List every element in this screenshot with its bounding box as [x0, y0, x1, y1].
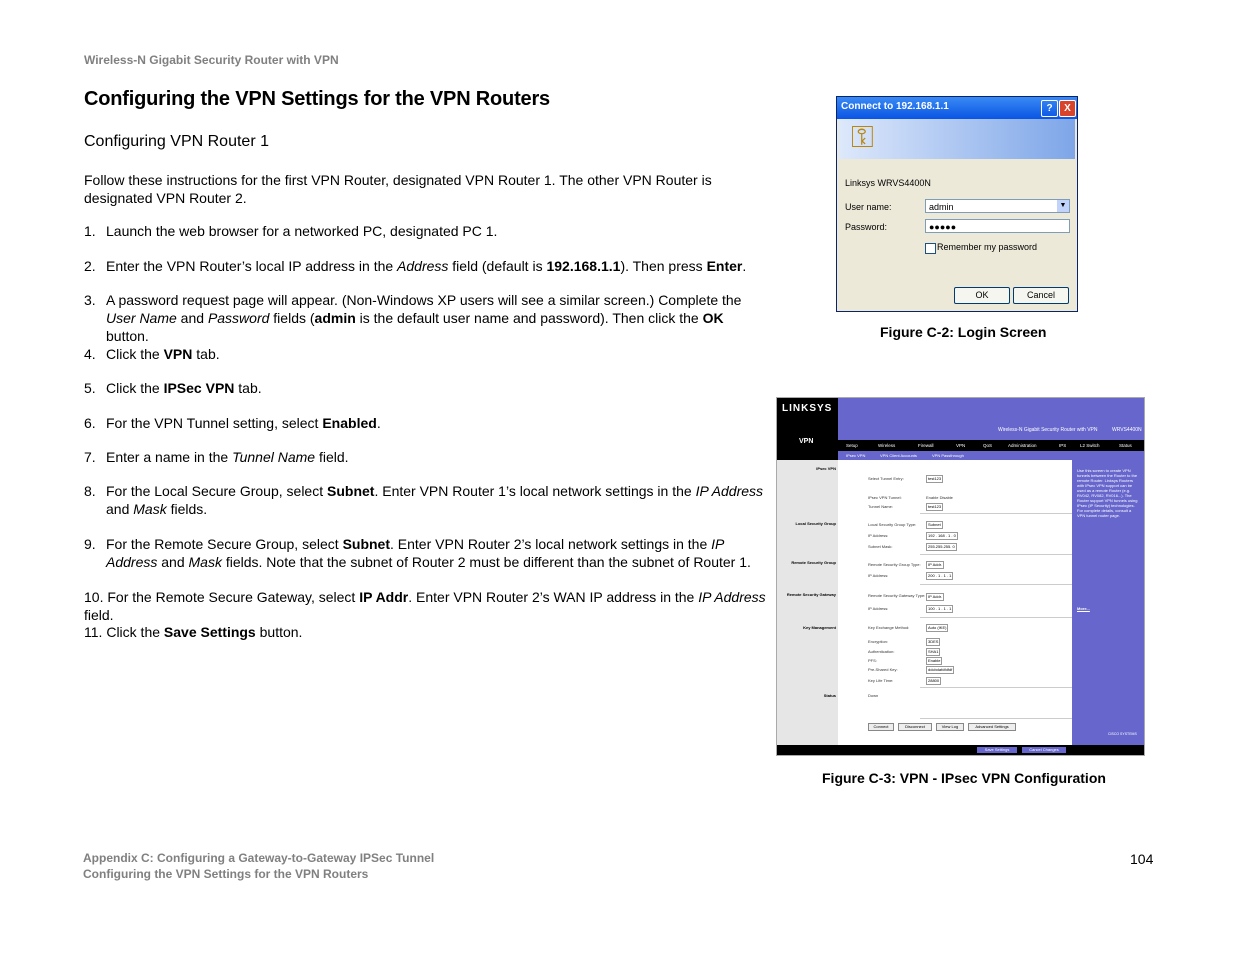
- step-5: 5. Click the IPSec VPN tab.: [84, 380, 262, 396]
- row-label: Authentication:: [868, 649, 895, 654]
- router-side-panel: [777, 460, 838, 745]
- row-label: Subnet Mask:: [868, 544, 893, 549]
- router-tab-firewall[interactable]: Firewall: [918, 443, 934, 448]
- page-title: Configuring the VPN Settings for the VPN Routers: [84, 88, 550, 110]
- router-subtabs: [838, 451, 1144, 460]
- step-6: 6. For the VPN Tunnel setting, select Enabled.: [84, 415, 381, 431]
- row-label: PFS:: [868, 658, 877, 663]
- view-log-button[interactable]: View Log: [936, 723, 964, 731]
- password-field[interactable]: ●●●●●: [925, 219, 1070, 233]
- row-label: Remote Security Group Type:: [868, 562, 921, 567]
- step-11: 11. Click the Save Settings button.: [84, 624, 303, 640]
- row-field[interactable]: Enable: [928, 658, 941, 663]
- advanced-settings-button[interactable]: Advanced Settings: [968, 723, 1016, 731]
- router-main-panel: [838, 460, 1072, 745]
- row-label: Tunnel Name:: [868, 504, 893, 509]
- router-subtab-vpn-client-accounts[interactable]: VPN Client Accounts: [880, 453, 917, 458]
- row-field[interactable]: SHA1: [928, 649, 939, 654]
- row-field[interactable]: 3DES: [928, 639, 939, 644]
- connect-button[interactable]: Connect: [868, 723, 894, 731]
- router-bottom-bar: [777, 745, 1144, 755]
- save-settings-button[interactable]: Save Settings: [977, 747, 1017, 753]
- router-product-name: Wireless-N Gigabit Security Router with VPN: [998, 427, 1098, 433]
- footer-chapter: Appendix C: Configuring a Gateway-to-Gateway IPSec Tunnel: [83, 851, 435, 865]
- router-screenshot: [776, 397, 1145, 756]
- intro-paragraph: Follow these instructions for the first VPN Router, designated VPN Router 1. The other VPN Router is designated VPN Router 2.: [84, 172, 712, 206]
- router-tab-qos[interactable]: QoS: [983, 443, 993, 448]
- router-subtab-vpn-passthrough[interactable]: VPN Passthrough: [932, 453, 964, 458]
- step-10: 10. For the Remote Secure Gateway, select IP Addr. Enter VPN Router 2’s WAN IP address in the IP Address field.: [84, 589, 766, 623]
- step-9: 9. For the Remote Secure Group, select Subnet. Enter VPN Router 2’s local network settings in the IP Address and Mask fields. Note that the subnet of Router 2 must be different than the subnet of Router 1.: [84, 536, 751, 570]
- row-field[interactable]: 192 . 168 . 1 . 0: [928, 533, 956, 538]
- section-subtitle: Configuring VPN Router 1: [84, 133, 269, 150]
- status-value: Down: [868, 693, 879, 698]
- router-tab-wireless[interactable]: Wireless: [878, 443, 896, 448]
- username-value: admin: [929, 202, 954, 212]
- router-help-panel: [1072, 460, 1144, 745]
- row-label: IP Address:: [868, 606, 889, 611]
- step-3: 3. A password request page will appear. (Non-Windows XP users will see a similar screen.) Complete the User Name and Password fields (admin is the default user name and password). Then click the OK button.: [84, 292, 742, 344]
- close-button[interactable]: X: [1059, 100, 1076, 117]
- row-field[interactable]: 255.255.255. 0: [928, 544, 955, 549]
- row-field[interactable]: 200 . 1 . 1 . 1: [928, 573, 952, 578]
- row-value[interactable]: Enable Disable: [926, 495, 953, 500]
- cisco-logo: CISCO SYSTEMS: [1108, 732, 1137, 736]
- row-label: Remote Security Gateway Type:: [868, 593, 926, 598]
- help-text: Use this screen to create VPN tunnels between the Router to the remote Router. Linksys Routers with IPsec VPN support can be used as a remote Router (e.g. RV042, RV082, RV016...). The Router support VPN tunnels using IPsec (IP Security) technologies. For complete details, consult a VPN tunnel router page.: [1077, 468, 1138, 518]
- figure-c2-caption: Figure C-2: Login Screen: [880, 324, 1047, 340]
- row-label: Encryption:: [868, 639, 889, 644]
- step-8: 8. For the Local Secure Group, select Subnet. Enter VPN Router 1’s local network settings in the IP Address and Mask fields.: [84, 483, 764, 517]
- router-tab-setup[interactable]: Setup: [846, 443, 858, 448]
- running-header: Wireless-N Gigabit Security Router with VPN: [84, 53, 339, 67]
- row-field[interactable]: test123: [928, 476, 942, 481]
- footer-section: Configuring the VPN Settings for the VPN Routers: [83, 867, 369, 881]
- username-field[interactable]: [925, 199, 1070, 213]
- side-ipsec-vpn: IPsec VPN: [816, 466, 836, 471]
- router-tab-vpn[interactable]: VPN: [956, 443, 966, 448]
- side-remote-security-gateway: Remote Security Gateway: [786, 592, 836, 597]
- row-field[interactable]: Auto (IKE): [928, 625, 947, 630]
- row-field[interactable]: IP Addr.: [928, 562, 942, 567]
- page-number: 104: [1130, 851, 1154, 867]
- row-field[interactable]: 28800: [928, 678, 940, 683]
- dialog-titlebar: [837, 97, 1077, 119]
- router-tab-administration[interactable]: Administration: [1008, 443, 1037, 448]
- router-subtab-ipsec-vpn[interactable]: IPsec VPN: [846, 453, 866, 458]
- row-label: IPsec VPN Tunnel:: [868, 495, 902, 500]
- step-7: 7. Enter a name in the Tunnel Name field.: [84, 449, 349, 465]
- router-tab-l2-switch[interactable]: L2 Switch: [1080, 443, 1100, 448]
- dialog-banner: [839, 119, 1075, 159]
- linksys-logo: LINKSYS: [782, 403, 833, 414]
- keys-icon: ⚿: [851, 121, 874, 154]
- router-model: WRVS4400N: [1112, 427, 1142, 433]
- router-tab-ips[interactable]: IPS: [1059, 443, 1067, 448]
- row-label: IP Address:: [868, 573, 889, 578]
- disconnect-button[interactable]: Disconnect: [898, 723, 932, 731]
- row-field[interactable]: 100 . 1 . 1 . 1: [928, 606, 952, 611]
- router-section-label: VPN: [799, 438, 814, 445]
- password-label: Password:: [845, 222, 888, 232]
- help-more-link[interactable]: More...: [1077, 606, 1090, 611]
- router-tabs: [838, 440, 1144, 451]
- side-status: Status: [823, 693, 836, 698]
- dialog-title: Connect to 192.168.1.1: [841, 101, 949, 112]
- row-label: Pre-Shared Key:: [868, 667, 898, 672]
- side-remote-security-group: Remote Security Group: [791, 560, 836, 565]
- row-field[interactable]: Subnet: [928, 522, 941, 527]
- remember-checkbox[interactable]: [925, 243, 936, 254]
- row-label: Key Exchange Method:: [868, 625, 910, 630]
- row-label: IP Address:: [868, 533, 889, 538]
- cancel-button[interactable]: Cancel: [1013, 287, 1069, 304]
- step-1: 1. Launch the web browser for a networked PC, designated PC 1.: [84, 223, 498, 239]
- router-tab-status[interactable]: Status: [1119, 443, 1132, 448]
- remember-label: Remember my password: [937, 242, 1038, 252]
- row-label: Select Tunnel Entry:: [868, 476, 904, 481]
- side-key-management: Key Management: [803, 625, 836, 630]
- row-field[interactable]: IP Addr.: [928, 594, 942, 599]
- step-4: 4. Click the VPN tab.: [84, 346, 220, 362]
- ok-button[interactable]: OK: [954, 287, 1010, 304]
- row-field[interactable]: test123: [928, 504, 942, 509]
- step-2: 2. Enter the VPN Router’s local IP address in the Address field (default is 192.168.1.1). Then press Enter.: [84, 258, 747, 274]
- login-dialog: [836, 96, 1078, 312]
- help-button[interactable]: ?: [1041, 100, 1058, 117]
- chevron-down-icon[interactable]: ▼: [1057, 200, 1069, 212]
- figure-c3-caption: Figure C-3: VPN - IPsec VPN Configuration: [822, 770, 1106, 786]
- username-label: User name:: [845, 202, 892, 212]
- row-label: Key Life Time:: [868, 678, 894, 683]
- dialog-product: Linksys WRVS4400N: [845, 178, 931, 188]
- side-local-security-group: Local Security Group: [795, 521, 836, 526]
- cancel-changes-button[interactable]: Cancel Changes: [1022, 747, 1066, 753]
- row-field[interactable]: ddcbdafdfdfdf: [928, 667, 953, 672]
- row-label: Local Security Group Type:: [868, 522, 917, 527]
